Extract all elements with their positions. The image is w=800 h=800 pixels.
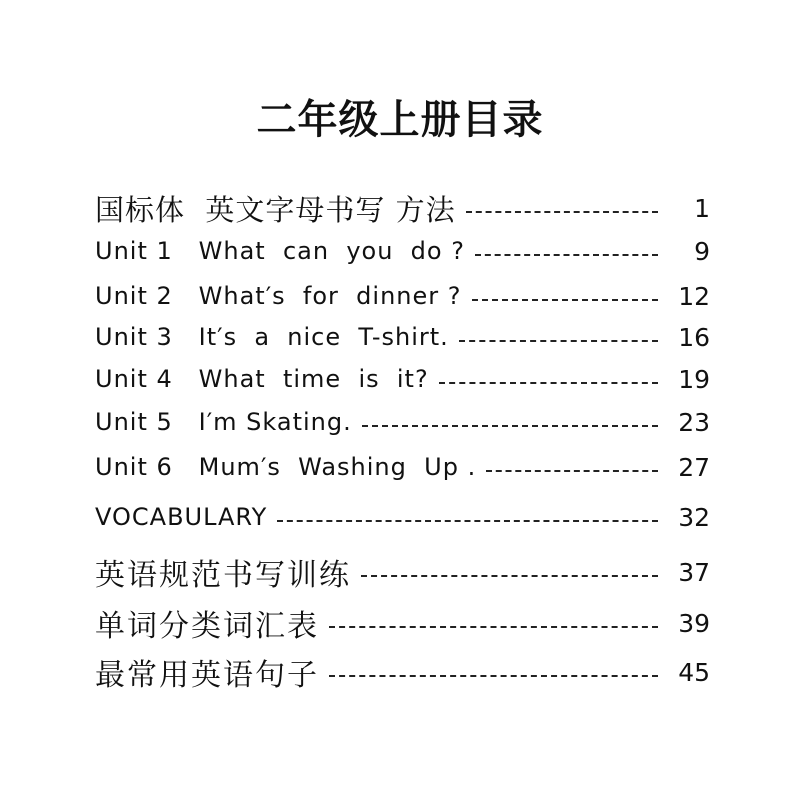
toc-entry-page: 1	[694, 193, 710, 223]
toc-entry-page: 19	[678, 364, 710, 394]
toc-entry-page: 32	[678, 502, 710, 532]
toc-entry-page: 27	[678, 452, 710, 482]
toc-entry-label: Unit 4 What time is it?	[95, 365, 429, 393]
leader-dots	[361, 575, 658, 577]
leader-dots	[475, 254, 658, 256]
leader-dots	[329, 626, 658, 628]
leader-dots	[486, 470, 658, 472]
toc-entry-unit-6	[95, 447, 710, 487]
toc-entry-label: VOCABULARY	[95, 503, 268, 531]
toc-entry-word-list	[95, 603, 710, 643]
toc-entry-unit-4	[95, 359, 710, 399]
toc-entry-common-sentences	[95, 652, 710, 692]
toc-entry-label: 单词分类词汇表	[95, 609, 319, 644]
toc-entry-label: Unit 3 It′s a nice T-shirt.	[95, 323, 449, 351]
toc-entry-page: 9	[694, 236, 710, 266]
toc-entry-page: 37	[678, 557, 710, 587]
toc-entry-label: 国标体 英文字母书写 方法	[95, 192, 456, 227]
toc-entry-label: Unit 6 Mum′s Washing Up .	[95, 453, 477, 481]
leader-dots	[472, 299, 659, 301]
leader-dots	[277, 520, 658, 522]
toc-entry-alphabet-writing	[95, 188, 710, 228]
toc-entry-label: 英语规范书写训练	[95, 558, 351, 593]
leader-dots	[329, 675, 658, 677]
toc-entry-label: Unit 5 I′m Skating.	[95, 408, 352, 436]
toc-entry-page: 39	[678, 608, 710, 638]
toc-entry-label: Unit 2 What′s for dinner ?	[95, 282, 462, 310]
toc-entry-page: 23	[678, 407, 710, 437]
leader-dots	[459, 340, 658, 342]
leader-dots	[466, 211, 658, 213]
toc-entry-label: 最常用英语句子	[95, 658, 319, 693]
toc-entry-page: 45	[678, 657, 710, 687]
toc-entry-page: 12	[678, 281, 710, 311]
toc-entry-vocabulary	[95, 497, 710, 537]
toc-entry-unit-3	[95, 317, 710, 357]
toc-entry-label: Unit 1 What can you do ?	[95, 237, 465, 265]
page-title: 二年级上册目录	[256, 96, 544, 143]
toc-entry-unit-1	[95, 231, 710, 271]
toc-entry-page: 16	[678, 322, 710, 352]
toc-entry-writing-practice	[95, 552, 710, 592]
leader-dots	[362, 425, 658, 427]
toc-entry-unit-5	[95, 402, 710, 442]
leader-dots	[439, 382, 658, 384]
toc-entry-unit-2	[95, 276, 710, 316]
